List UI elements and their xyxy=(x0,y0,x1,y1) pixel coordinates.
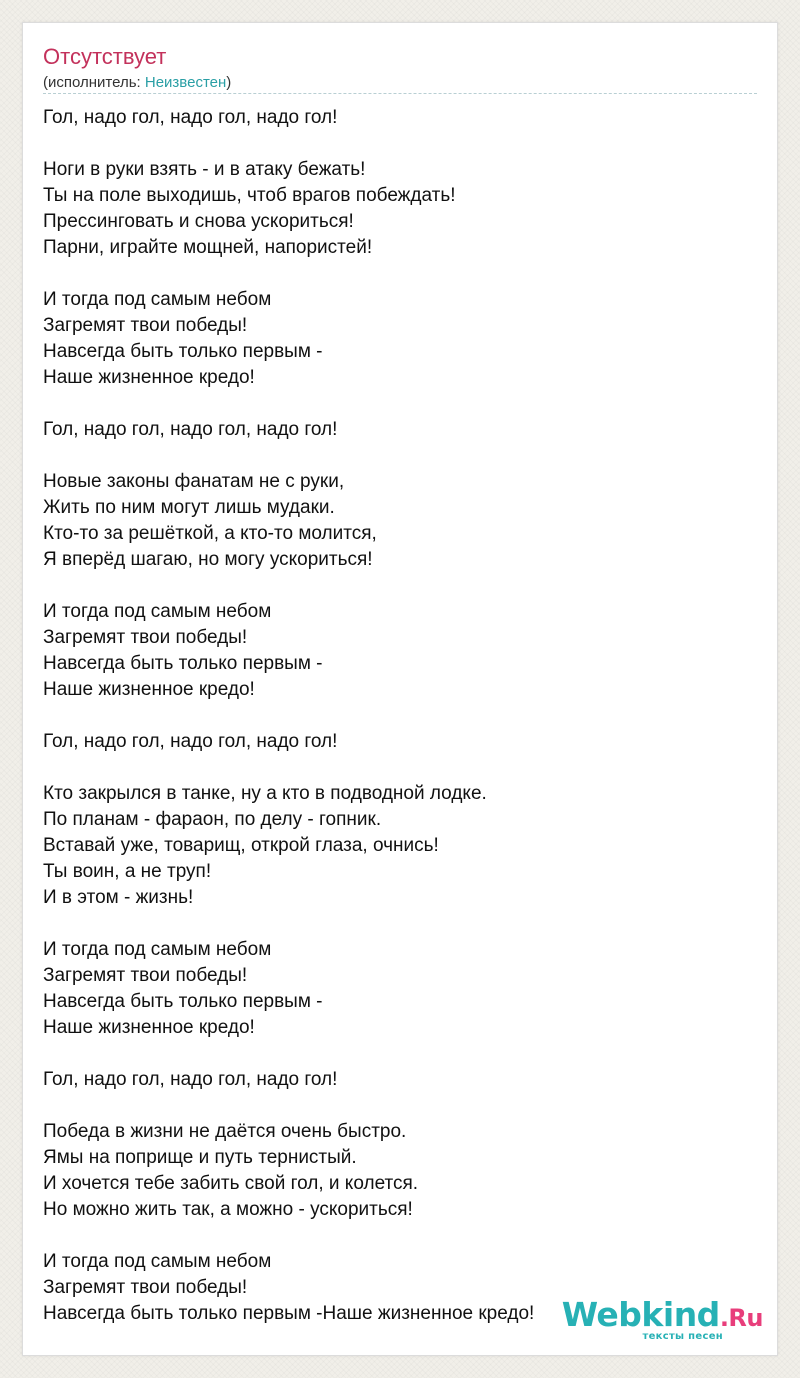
lyrics-line: Новые законы фанатам не с руки, xyxy=(43,471,345,492)
artist-suffix: ) xyxy=(226,74,232,91)
lyrics-line: И в этом - жизнь! xyxy=(43,887,194,908)
lyrics-line: Ноги в руки взять - и в атаку бежать! xyxy=(43,159,366,180)
lyrics-stanza xyxy=(43,417,743,443)
lyrics-line: Но можно жить так, а можно - ускориться! xyxy=(43,1199,413,1220)
lyrics-stanza xyxy=(43,1067,743,1093)
lyrics-line: Гол, надо гол, надо гол, надо гол! xyxy=(43,731,338,752)
lyrics-line: Гол, надо гол, надо гол, надо гол! xyxy=(43,419,338,440)
lyrics-line: Парни, играйте мощней, напористей! xyxy=(43,237,373,258)
lyrics-line: Навсегда быть только первым -Наше жизненное кредо! xyxy=(43,1303,535,1324)
lyrics-line: И тогда под самым небом xyxy=(43,289,272,310)
lyrics-line: Загремят твои победы! xyxy=(43,315,248,336)
lyrics-line: Ты воин, а не труп! xyxy=(43,861,212,882)
lyrics-line: Загремят твои победы! xyxy=(43,965,248,986)
lyrics-card xyxy=(22,22,778,1356)
lyrics-line: Навсегда быть только первым - xyxy=(43,341,323,362)
lyrics-line: Загремят твои победы! xyxy=(43,627,248,648)
lyrics-line: И хочется тебе забить свой гол, и колется. xyxy=(43,1173,419,1194)
lyrics-line: Прессинговать и снова ускориться! xyxy=(43,211,354,232)
lyrics-stanza xyxy=(43,469,743,573)
logo-name: Webkind xyxy=(561,1295,720,1334)
lyrics-line: Я вперёд шагаю, но могу ускориться! xyxy=(43,549,373,570)
lyrics-stanza xyxy=(43,729,743,755)
artist-line xyxy=(43,73,231,93)
lyrics-line: Гол, надо гол, надо гол, надо гол! xyxy=(43,1069,338,1090)
lyrics-line: По планам - фараон, по делу - гопник. xyxy=(43,809,382,830)
lyrics-line: Вставай уже, товарищ, открой глаза, очнись! xyxy=(43,835,439,856)
lyrics-line: Ямы на поприще и путь тернистый. xyxy=(43,1147,357,1168)
lyrics-line: И тогда под самым небом xyxy=(43,1251,272,1272)
lyrics-line: Наше жизненное кредо! xyxy=(43,679,255,700)
lyrics-line: Наше жизненное кредо! xyxy=(43,1017,255,1038)
lyrics-line: Победа в жизни не даётся очень быстро. xyxy=(43,1121,407,1142)
logo-tld: .Ru xyxy=(719,1304,763,1332)
lyrics-stanza xyxy=(43,937,743,1041)
webkind-logo[interactable] xyxy=(561,1295,769,1347)
lyrics-line: И тогда под самым небом xyxy=(43,939,272,960)
lyrics-stanza xyxy=(43,781,743,911)
artist-link[interactable]: Неизвестен xyxy=(144,74,227,91)
logo-tagline: тексты песен xyxy=(642,1331,723,1342)
lyrics-line: Жить по ним могут лишь мудаки. xyxy=(43,497,335,518)
song-title: Отсутствует xyxy=(43,44,167,69)
lyrics-stanza xyxy=(43,599,743,703)
lyrics-stanza xyxy=(43,157,743,261)
lyrics-line: Навсегда быть только первым - xyxy=(43,653,323,674)
lyrics-stanza xyxy=(43,287,743,391)
lyrics-text xyxy=(43,105,743,1353)
lyrics-stanza xyxy=(43,105,743,131)
lyrics-line: Кто закрылся в танке, ну а кто в подводной лодке. xyxy=(43,783,487,804)
lyrics-line: Наше жизненное кредо! xyxy=(43,367,255,388)
lyrics-line: Гол, надо гол, надо гол, надо гол! xyxy=(43,107,338,128)
lyrics-line: Кто-то за решёткой, а кто-то молится, xyxy=(43,523,377,544)
title-divider xyxy=(43,93,757,94)
lyrics-line: Ты на поле выходишь, чтоб врагов побеждать! xyxy=(43,185,456,206)
lyrics-line: Навсегда быть только первым - xyxy=(43,991,323,1012)
lyrics-line: И тогда под самым небом xyxy=(43,601,272,622)
artist-prefix: (исполнитель: xyxy=(43,74,145,91)
lyrics-stanza xyxy=(43,1119,743,1223)
lyrics-line: Загремят твои победы! xyxy=(43,1277,248,1298)
